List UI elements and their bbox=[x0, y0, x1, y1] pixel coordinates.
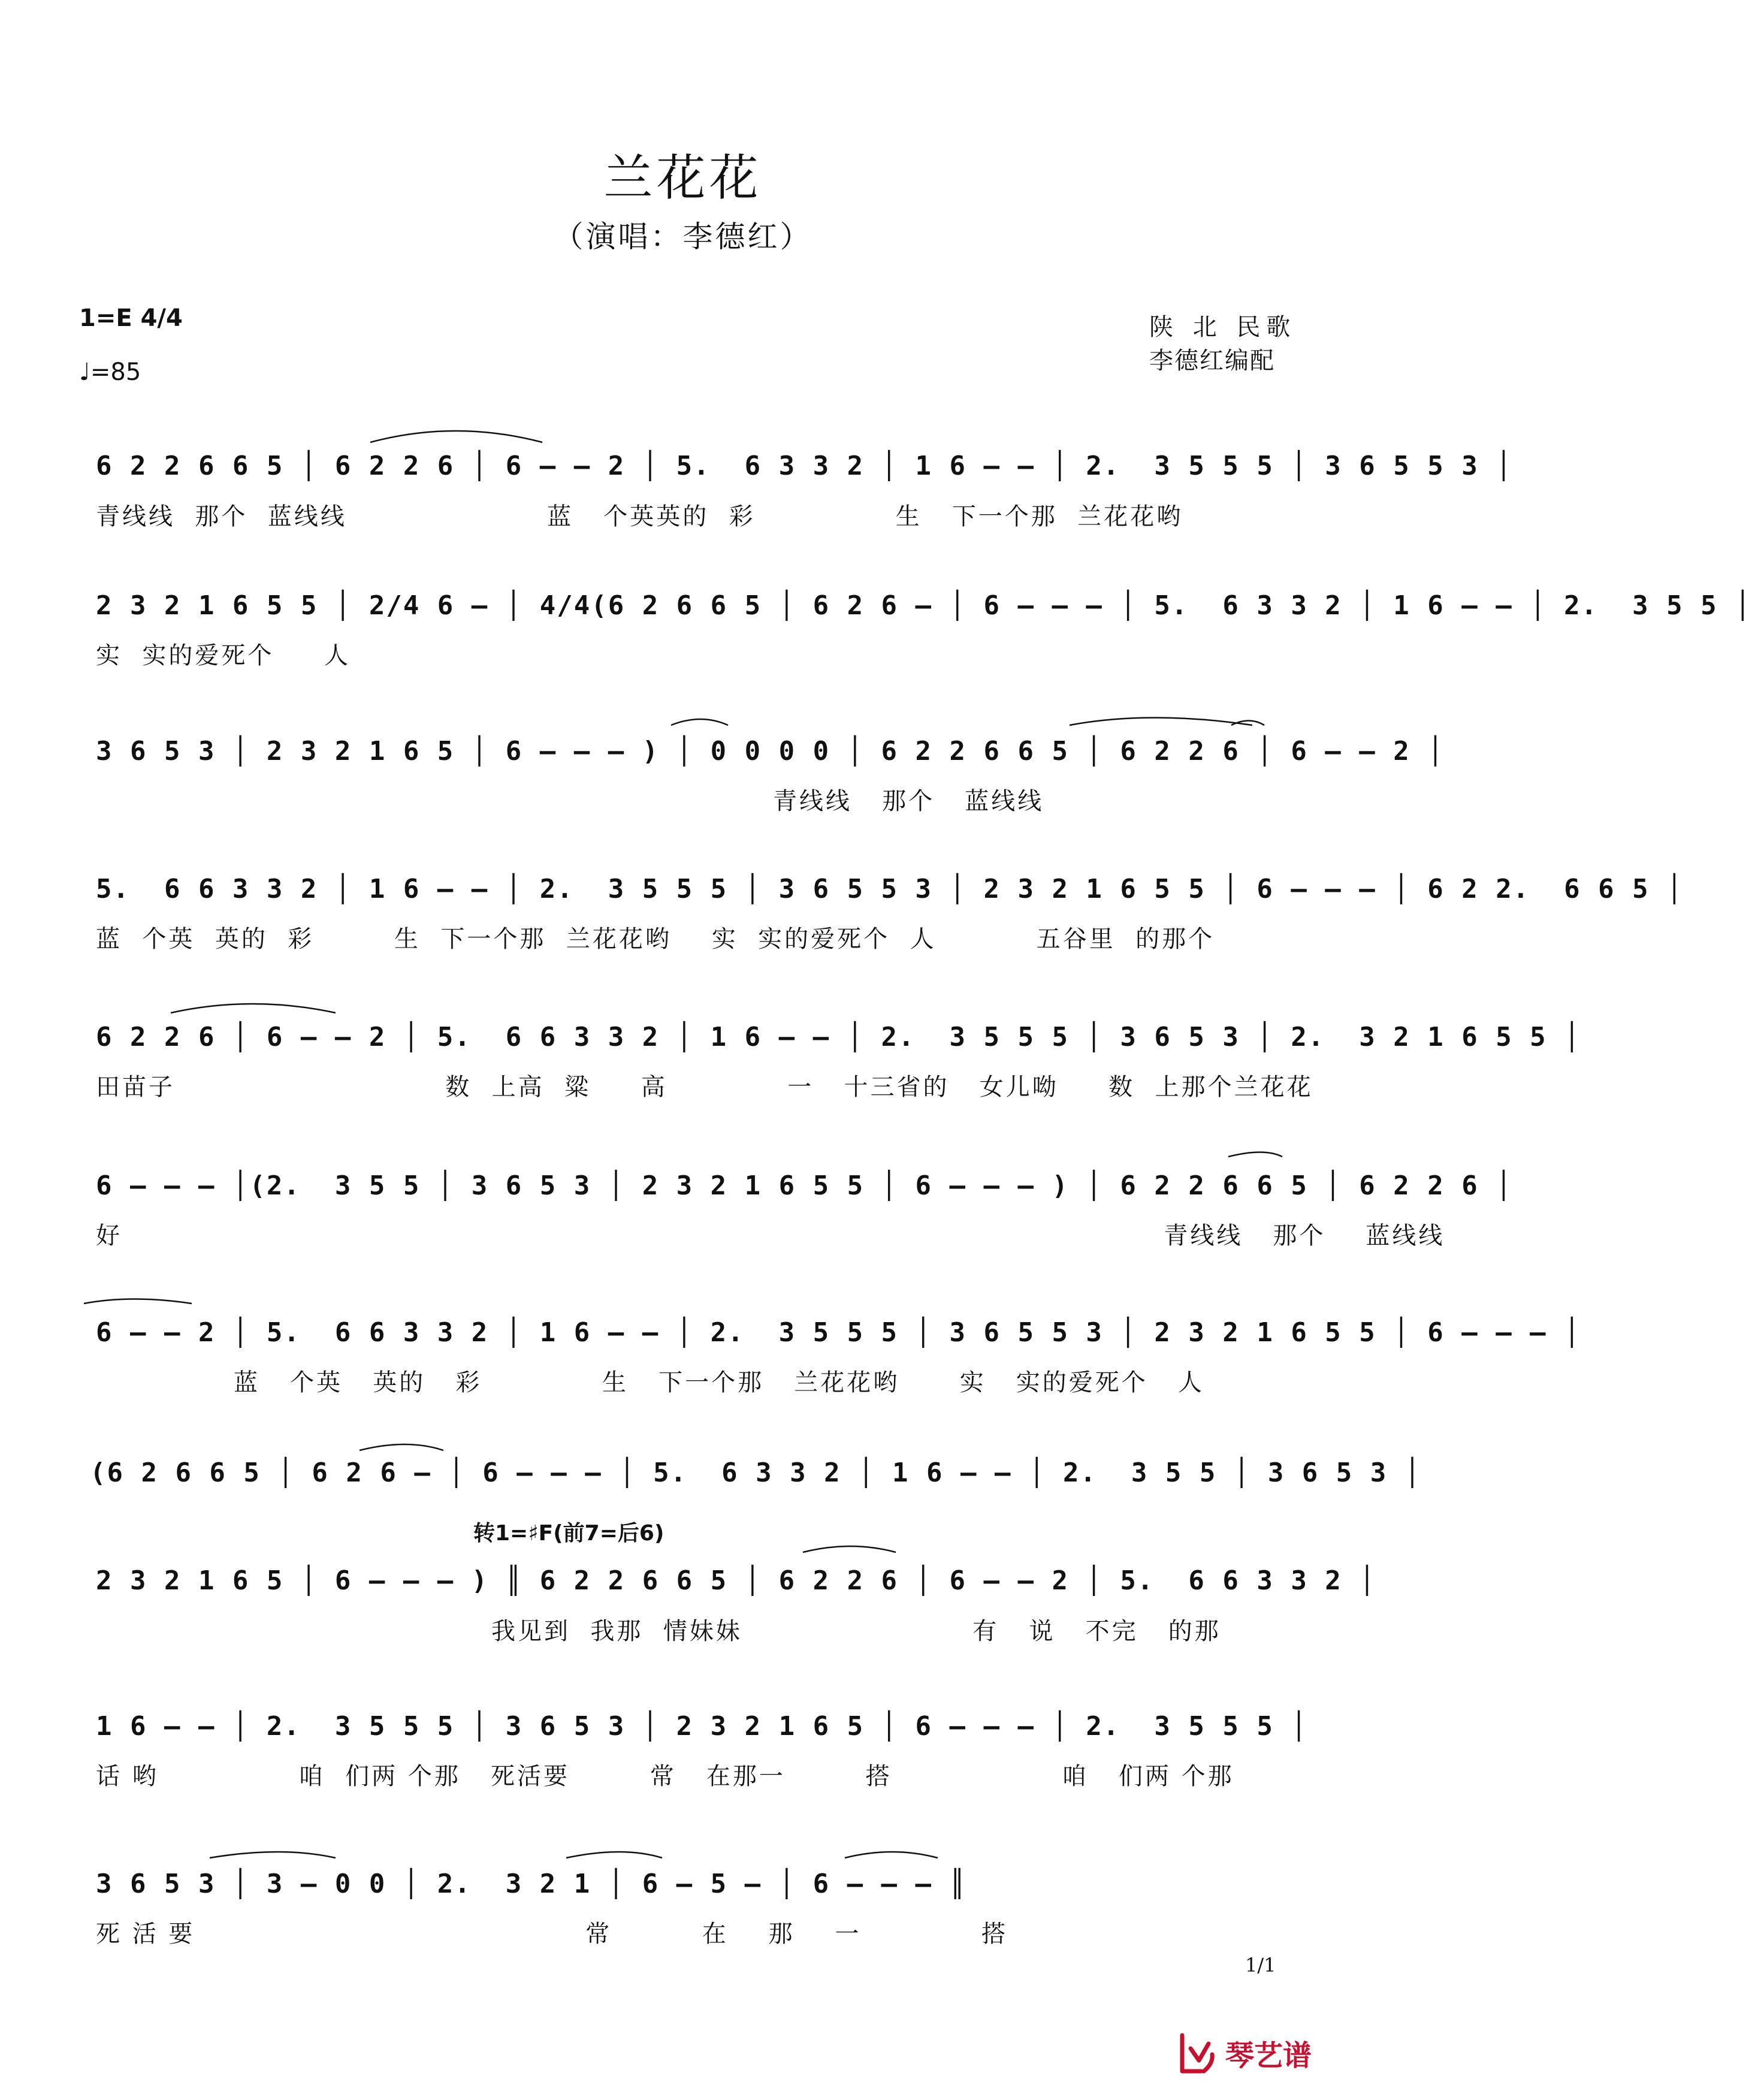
notes-system-11: 3 6 5 3 │ 3 – 0 0 │ 2. 3 2 1 │ 6 – 5 – │ 6 – – – ║ bbox=[96, 1869, 967, 1899]
lyrics-system-5: 田苗子 数 上高 粱 高 一 十三省的 女儿呦 数 上那个兰花花 bbox=[96, 1073, 1313, 1101]
notes-system-2: 2 3 2 1 6 5 5 │ 2/4 6 – │ 4/4(6 2 6 6 5 │ 6 2 6 – │ 6 – – – │ 5. 6 3 3 2 │ 1 6 – – │ 2. 3 5 5 │ bbox=[96, 590, 1752, 621]
notes-system-3: 3 6 5 3 │ 2 3 2 1 6 5 │ 6 – – – ) │ 0 0 0 0 │ 6 2 2 6 6 5 │ 6 2 2 6 │ 6 – – 2 │ bbox=[96, 736, 1445, 767]
lyrics-system-9: 我见到 我那 情妹妹 有 说 不完 的那 bbox=[491, 1618, 1221, 1645]
site-logo bbox=[1177, 2030, 1345, 2078]
key-signature: 1=E 4/4 bbox=[79, 304, 183, 332]
page-number: 1/1 bbox=[1245, 1954, 1276, 1977]
lyrics-system-6: 好 青线线 那个 蓝线线 bbox=[96, 1222, 1445, 1250]
lyrics-system-11: 死 活 要 常 在 那 一 搭 bbox=[96, 1920, 1008, 1948]
performer-credit: （演唱：李德红） bbox=[553, 219, 812, 254]
song-title: 兰花花 bbox=[603, 150, 762, 207]
modulation-marking: 转1=♯F(前7=后6) bbox=[473, 1521, 664, 1546]
notes-system-8: (6 2 6 6 5 │ 6 2 6 – │ 6 – – – │ 5. 6 3 3 2 │ 1 6 – – │ 2. 3 5 5 │ 3 6 5 3 │ bbox=[90, 1458, 1422, 1488]
lyrics-system-3: 青线线 那个 蓝线线 bbox=[773, 787, 1044, 815]
lyrics-system-4: 蓝 个英 英的 彩 生 下一个那 兰花花哟 实 实的爱死个 人 五谷里 的那个 bbox=[96, 925, 1215, 953]
lyrics-system-10: 话 哟 咱 们两 个那 死活要 常 在那一 搭 咱 们两 个那 bbox=[96, 1763, 1234, 1790]
notes-system-7: 6 – – 2 │ 5. 6 6 3 3 2 │ 1 6 – – │ 2. 3 5 5 5 │ 3 6 5 5 3 │ 2 3 2 1 6 5 5 │ 6 – – – │ bbox=[96, 1317, 1581, 1348]
notes-system-6: 6 – – – │(2. 3 5 5 │ 3 6 5 3 │ 2 3 2 1 6 5 5 │ 6 – – – ) │ 6 2 2 6 6 5 │ 6 2 2 6 │ bbox=[96, 1170, 1513, 1201]
lyrics-system-7: 蓝 个英 英的 彩 生 下一个那 兰花花哟 实 实的爱死个 人 bbox=[234, 1369, 1204, 1396]
notes-system-1: 6 2 2 6 6 5 │ 6 2 2 6 │ 6 – – 2 │ 5. 6 3 3 2 │ 1 6 – – │ 2. 3 5 5 5 │ 3 6 5 5 3 │ bbox=[96, 451, 1513, 481]
notes-system-5: 6 2 2 6 │ 6 – – 2 │ 5. 6 6 3 3 2 │ 1 6 – – │ 2. 3 5 5 5 │ 3 6 5 3 │ 2. 3 2 1 6 5 5 │ bbox=[96, 1022, 1581, 1052]
tempo-marking: ♩=85 bbox=[79, 358, 141, 386]
lyrics-system-1: 青线线 那个 蓝线线 蓝 个英英的 彩 生 下一个那 兰花花哟 bbox=[96, 503, 1183, 530]
logo-text: 琴艺谱 bbox=[1225, 2039, 1312, 2072]
lyrics-system-2: 实 实的爱死个 人 bbox=[96, 642, 351, 669]
notes-system-4: 5. 6 6 3 3 2 │ 1 6 – – │ 2. 3 5 5 5 │ 3 6 5 5 3 │ 2 3 2 1 6 5 5 │ 6 – – – │ 6 2 2. 6 6 5 │ bbox=[96, 874, 1684, 904]
notes-system-10: 1 6 – – │ 2. 3 5 5 5 │ 3 6 5 3 │ 2 3 2 1 6 5 │ 6 – – – │ 2. 3 5 5 5 │ bbox=[96, 1711, 1308, 1742]
notes-system-9: 2 3 2 1 6 5 │ 6 – – – ) ║ 6 2 2 6 6 5 │ 6 2 2 6 │ 6 – – 2 │ 5. 6 6 3 3 2 │ bbox=[96, 1565, 1376, 1596]
song-origin: 陕 北 民歌 bbox=[1149, 313, 1297, 341]
arranger-credit: 李德红编配 bbox=[1149, 347, 1275, 375]
